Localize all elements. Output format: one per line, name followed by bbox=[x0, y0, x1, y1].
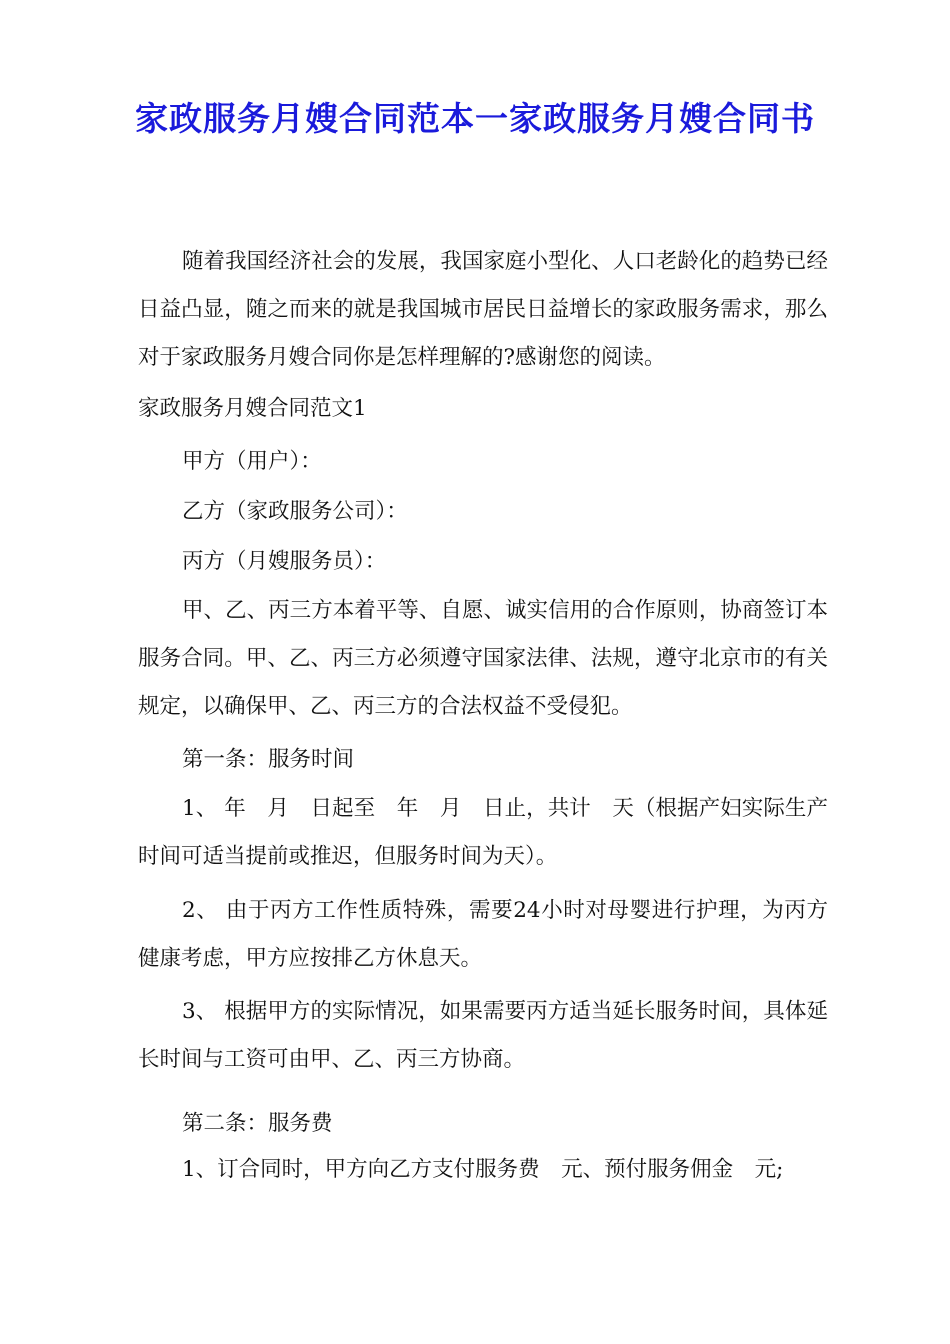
article1-heading-block bbox=[138, 736, 828, 784]
intro-paragraph: 随着我国经济社会的发展，我国家庭小型化、人口老龄化的趋势已经日益凸显，随之而来的就是我国城市居民日益增长的家政服务需求，那么对于家政服务月嫂合同你是怎样理解的?感谢您的阅读。 bbox=[138, 249, 828, 370]
party-b-line: 乙方（家政服务公司）： bbox=[182, 499, 408, 524]
principle-block bbox=[138, 587, 828, 731]
party-a-line: 甲方（用户）： bbox=[182, 449, 322, 474]
intro-paragraph-block bbox=[138, 238, 828, 382]
article2-heading-block bbox=[138, 1100, 828, 1148]
party-a-block bbox=[138, 438, 828, 486]
article1-item2-block bbox=[138, 887, 828, 983]
article2-item1-block bbox=[138, 1146, 828, 1194]
party-b-block bbox=[138, 488, 828, 536]
sample-heading-block bbox=[138, 385, 828, 433]
article2-item1: 1、订合同时，甲方向乙方支付服务费 元、预付服务佣金 元; bbox=[182, 1157, 784, 1182]
party-c-block bbox=[138, 538, 828, 586]
document-title: 家政服务月嫂合同范本一家政服务月嫂合同书 bbox=[135, 99, 815, 138]
article2-heading: 第二条：服务费 bbox=[182, 1111, 333, 1136]
article1-item3: 3、 根据甲方的实际情况，如果需要丙方适当延长服务时间，具体延长时间与工资可由甲、乙、丙三方协商。 bbox=[138, 999, 828, 1072]
sample-heading: 家政服务月嫂合同范文1 bbox=[138, 396, 367, 421]
article1-heading: 第一条：服务时间 bbox=[182, 747, 355, 772]
article1-item1: 1、 年 月 日起至 年 月 日止，共计 天（根据产妇实际生产时间可适当提前或推迟，但服务时间为天）。 bbox=[138, 796, 828, 869]
party-c-line: 丙方（月嫂服务员）： bbox=[182, 549, 387, 574]
principle-paragraph: 甲、乙、丙三方本着平等、自愿、诚实信用的合作原则，协商签订本服务合同。甲、乙、丙三方必须遵守国家法律、法规，遵守北京市的有关规定，以确保甲、乙、丙三方的合法权益不受侵犯。 bbox=[138, 598, 828, 719]
article1-item2: 2、 由于丙方工作性质特殊，需要24小时对母婴进行护理，为丙方健康考虑，甲方应按排乙方休息天。 bbox=[138, 898, 828, 971]
article1-item3-block bbox=[138, 988, 828, 1084]
article1-item1-block bbox=[138, 785, 828, 881]
